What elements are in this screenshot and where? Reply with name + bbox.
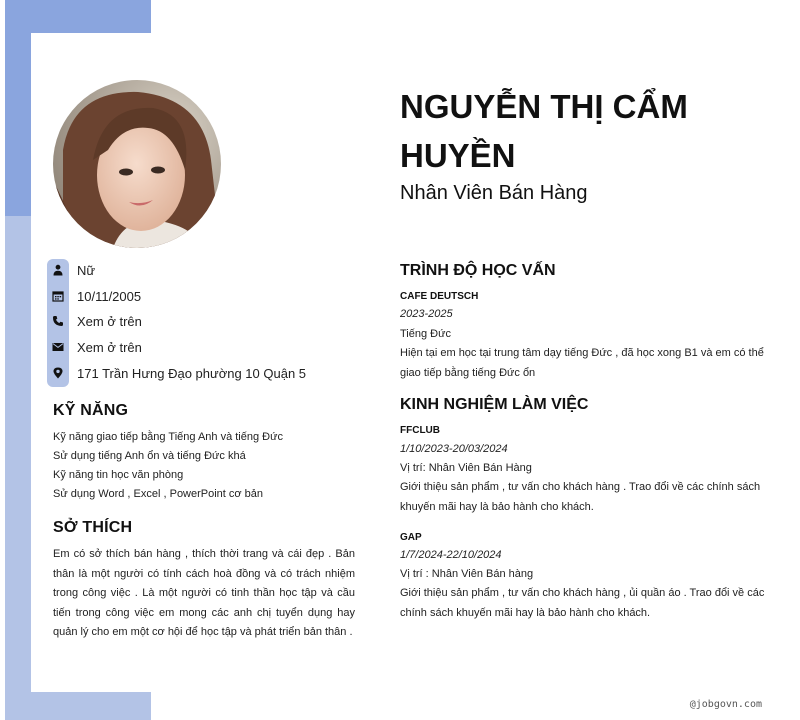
contact-phone <box>47 310 347 332</box>
contact-text: Xem ở trên <box>77 313 142 329</box>
education-school: CAFE DEUTSCH <box>400 291 479 302</box>
job-period: 1/7/2024-22/10/2024 <box>400 549 502 561</box>
contact-text: 171 Trần Hưng Đạo phường 10 Quận 5 <box>77 365 307 381</box>
skill-item: Sử dụng Word , Excel , PowerPoint cơ bản <box>53 488 264 500</box>
contact-birthday <box>47 285 347 307</box>
job-position: Vị trí: Nhân Viên Bán Hàng <box>400 462 532 474</box>
location-icon <box>47 362 69 384</box>
contact-email <box>47 336 347 358</box>
candidate-title: Nhân Viên Bán Hàng <box>400 182 588 204</box>
hobbies-text: Em có sở thích bán hàng , thích thời trang và cái đẹp . Bản thân là một người có tính cách hoà đồng và có trách nhiệm trong công việc . Là một người có tinh thần học tập và cầu tiến trong công việc em mong các anh chị tuyển dụng hay quản lý cho em một cơ hội để học tập và phát triển bản thân . <box>53 548 355 639</box>
education-description: Hiện tại em học tại trung tâm dạy tiếng Đức , đã học xong B1 và em có thể giao tiếp bằng tiếng Đức ổn <box>400 347 764 379</box>
education-subject: Tiếng Đức <box>400 328 451 340</box>
skill-item: Kỹ năng tin học văn phòng <box>53 469 184 481</box>
job-position: Vị trí : Nhân Viên Bán hàng <box>400 568 534 580</box>
job-company: GAP <box>400 532 422 543</box>
education-heading: TRÌNH ĐỘ HỌC VẤN <box>400 262 556 279</box>
experience-heading: KINH NGHIỆM LÀM VIỆC <box>400 396 589 413</box>
profile-photo <box>53 80 221 248</box>
person-icon <box>47 259 69 281</box>
calendar-icon <box>47 285 69 307</box>
candidate-name: NGUYỄN THỊ CẨM HUYỀN <box>400 88 688 174</box>
skill-item: Kỹ năng giao tiếp bằng Tiếng Anh và tiếng Đức <box>53 431 283 443</box>
mail-icon <box>47 336 69 358</box>
hobbies-heading: SỞ THÍCH <box>53 519 133 536</box>
job-period: 1/10/2023-20/03/2024 <box>400 443 508 455</box>
job-company: FFCLUB <box>400 425 440 436</box>
contact-address <box>47 362 347 384</box>
contact-text: Nữ <box>77 262 96 278</box>
watermark: @jobgovn.com <box>689 699 762 710</box>
phone-icon <box>47 310 69 332</box>
skill-item: Sử dụng tiếng Anh ổn và tiếng Đức khá <box>53 450 246 462</box>
contact-text: 10/11/2005 <box>77 288 142 304</box>
job-description: Giới thiệu sản phẩm , tư vấn cho khách hàng , ủi quần áo . Trao đổi về các chính sách khuyến mãi hay là bảo hành cho khách. <box>400 587 765 619</box>
job-description: Giới thiệu sản phẩm , tư vấn cho khách hàng . Trao đổi về các chính sách khuyến mãi hay là bảo hành cho khách. <box>400 481 761 513</box>
contact-text: Xem ở trên <box>77 339 142 355</box>
education-period: 2023-2025 <box>400 308 453 320</box>
skills-heading: KỸ NĂNG <box>53 402 129 419</box>
contact-gender <box>47 259 347 281</box>
